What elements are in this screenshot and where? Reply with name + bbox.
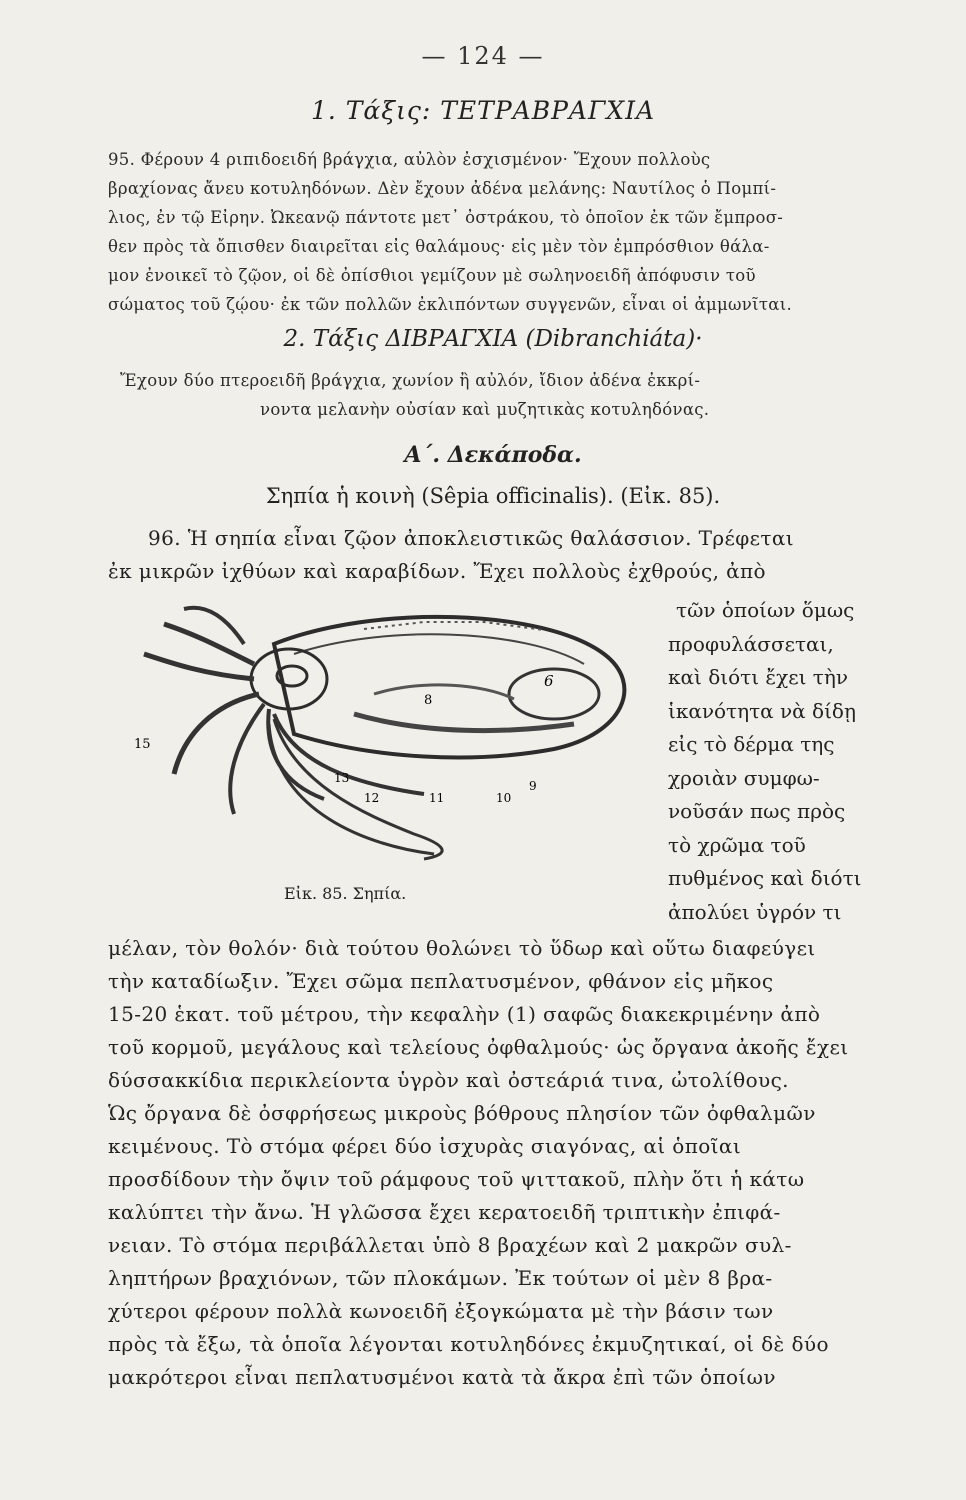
text-line: τοῦ κορμοῦ, μεγάλους καὶ τελείους ὀφθαλμούς· ὡς ὄργανα ἀκοῆς ἔχει [108, 1035, 849, 1059]
figure-label-6: 6 [544, 672, 554, 690]
figure-label-8: 8 [424, 693, 433, 708]
text-line: 15-20 ἑκατ. τοῦ μέτρου, τὴν κεφαλὴν (1) σαφῶς διακεκριμένην ἀπὸ [108, 1002, 821, 1026]
text-line: μέλαν, τὸν θολόν· διὰ τούτου θολώνει τὸ ὕδωρ καὶ οὕτω διαφεύγει [108, 936, 816, 960]
text-line: μον ἐνοικεῖ τὸ ζῷον, οἱ δὲ ὀπίσθιοι γεμίζουν μὲ σωληνοειδῆ ἀπόφυσιν τοῦ [108, 266, 756, 285]
text-line: ἱκανότητα νὰ δίδῃ [668, 698, 856, 723]
paragraph-dibranchia [120, 366, 890, 424]
text-line: πρὸς τὰ ἔξω, τὰ ὁποῖα λέγονται κοτυληδόνες ἐκμυζητικαί, οἱ δὲ δύο [108, 1332, 829, 1356]
text-line: πυθμένος καὶ διότι [668, 866, 862, 890]
text-line: ληπτήρων βραχιόνων, τῶν πλοκάμων. Ἐκ τούτων οἱ μὲν 8 βρα- [108, 1266, 773, 1290]
text-line: λιος, ἐν τῷ Εἰρην. Ὠκεανῷ πάντοτε μετ᾽ ὀστράκου, τὸ ὁποῖον ἐκ τῶν ἔμπροσ- [108, 208, 784, 227]
text-line: ἀπολύει ὑγρόν τι [668, 899, 842, 924]
text-line: ἐκ μικρῶν ἰχθύων καὶ καραβίδων. Ἔχει πολλοὺς ἐχθρούς, ἀπὸ [108, 559, 766, 583]
text-line: νοῦσάν πως πρὸς [668, 799, 846, 823]
section-heading-tetrabranchia: 1. Τάξις: ΤΕΤΡΑΒΡΑΓΧΙΑ [310, 96, 656, 125]
text-line: νειαν. Τὸ στόμα περιβάλλεται ὑπὸ 8 βραχέων καὶ 2 μακρῶν συλ- [108, 1233, 792, 1257]
subsection-heading-decapoda: Α΄. Δεκάποδα. [404, 442, 582, 468]
text-line: χύτεροι φέρουν πολλὰ κωνοειδῆ ἐξογκώματα μὲ τὴν βάσιν των [108, 1299, 774, 1323]
text-line: 95. Φέρουν 4 ριπιδοειδή βράγχια, αὐλὸν ἐσχισμένον· Ἔχουν πολλοὺς [108, 150, 711, 169]
text-line: τὴν καταδίωξιν. Ἔχει σῶμα πεπλατυσμένον, φθάνον εἰς μῆκος [108, 969, 774, 993]
text-line: θεν πρὸς τὰ ὄπισθεν διαιρεῖται εἰς θαλάμους· εἰς μὲν τὸν ἐμπρόσθιον θάλα- [108, 237, 770, 256]
page-number: — 124 — [421, 42, 545, 70]
figure-label-13: 13 [334, 771, 350, 785]
text-line: σώματος τοῦ ζῴου· ἐκ τῶν πολλῶν ἐκλιπόντων συγγενῶν, εἶναι οἱ ἀμμωνῖται. [108, 295, 793, 314]
text-line: μακρότεροι εἶναι πεπλατυσμένοι κατὰ τὰ ἄκρα ἐπὶ τῶν ὁποίων [108, 1365, 776, 1389]
figure-label-10: 10 [496, 791, 512, 805]
text-line: καλύπτει τὴν ἄνω. Ἡ γλῶσσα ἔχει κερατοειδῆ τριπτικὴν ἐπιφά- [108, 1200, 781, 1224]
text-line: Ἔχουν δύο πτεροειδῆ βράγχια, χωνίον ἢ αὐλόν, ἴδιον ἀδένα ἐκκρί- [120, 371, 701, 390]
sepia-illustration [124, 584, 664, 884]
text-line: βραχίονας ἄνευ κοτυληδόνων. Δὲν ἔχουν ἀδένα μελάνης: Ναυτίλος ὁ Πομπί- [108, 179, 777, 198]
text-line: χροιὰν συμφω- [668, 765, 820, 790]
figure-caption: Εἰκ. 85. Σηπία. [284, 884, 407, 903]
text-line: 96. Ἡ σηπία εἶναι ζῷον ἀποκλειστικῶς θαλάσσιον. Τρέφεται [148, 526, 795, 550]
paragraph-96-bottom [108, 932, 878, 1394]
figure-label-11: 11 [429, 791, 445, 805]
species-heading-sepia: Σηπία ἡ κοινὴ (Sêpia officinalis). (Εἰκ. 85). [265, 484, 721, 508]
paragraph-96-right-column [668, 594, 878, 929]
sepia-figure [124, 584, 664, 910]
text-line: νοντα μελανὴν οὐσίαν καὶ μυζητικὰς κοτυληδόνας. [260, 400, 710, 419]
text-line: δύσσακκίδια περικλείοντα ὑγρὸν καὶ ὀστεάριά τινα, ὠτολίθους. [108, 1068, 789, 1092]
paragraph-96-top [108, 522, 878, 588]
paragraph-95 [108, 145, 878, 319]
text-line: καὶ διότι ἔχει τὴν [668, 665, 849, 689]
figure-label-15: 15 [134, 737, 151, 752]
text-line: Ὡς ὄργανα δὲ ὀσφρήσεως μικροὺς βόθρους πλησίον τῶν ὀφθαλμῶν [108, 1101, 816, 1125]
figure-label-12: 12 [364, 791, 380, 805]
section-heading-dibranchia: 2. Τάξις ΔΙΒΡΑΓΧΙΑ (Dibranchiáta)· [283, 326, 703, 352]
text-line: τὸ χρῶμα τοῦ [668, 832, 806, 857]
text-line: τῶν ὁποίων ὅμως [676, 598, 855, 622]
text-line: κειμένους. Τὸ στόμα φέρει δύο ἰσχυρὰς σιαγόνας, αἱ ὁποῖαι [108, 1134, 742, 1158]
text-line: προσδίδουν τὴν ὄψιν τοῦ ράμφους τοῦ ψιττακοῦ, πλὴν ὅτι ἡ κάτω [108, 1167, 805, 1191]
text-line: προφυλάσσεται, [668, 631, 834, 656]
text-line: εἰς τὸ δέρμα της [668, 732, 835, 756]
figure-label-9: 9 [529, 779, 537, 793]
